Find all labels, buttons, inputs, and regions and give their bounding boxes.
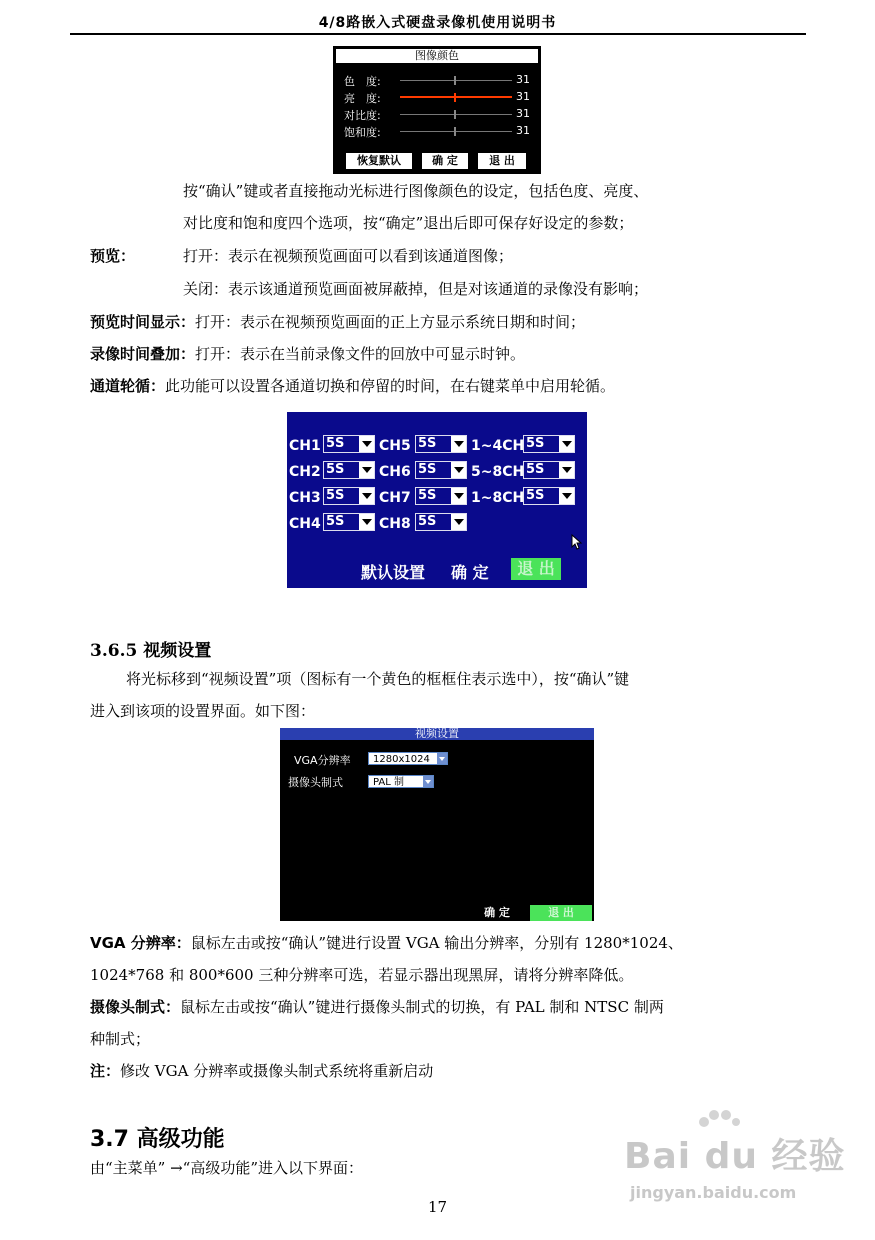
channel-group-label: 1~4CH [471,438,525,454]
default-settings-button[interactable]: 默认设置 [361,563,426,582]
dwell-select[interactable] [523,461,575,479]
camera-format-label: 摄像头制式 [288,776,343,789]
para-line: 由“主菜单” →“高级功能”进入以下界面： [90,1159,364,1177]
restore-default-button[interactable]: 恢复默认 [346,153,412,169]
para-line: 种制式； [90,1030,151,1048]
preview-label: 预览： [90,247,136,265]
select-value: 1280x1024 [373,754,430,765]
para-line: 对比度和饱和度四个选项，按“确定”退出后即可保存好设定的参数； [183,214,634,232]
select-value: 5S [526,462,545,477]
section-heading: 3.6.5 视频设置 [90,641,212,661]
note-para [90,1061,433,1081]
slider-value: 31 [516,90,530,103]
brightness-slider-row[interactable] [344,90,534,106]
select-value: 5S [326,514,345,529]
dwell-select[interactable] [323,435,375,453]
channel-label: CH1 [289,438,321,454]
chevron-down-icon[interactable] [359,488,374,504]
channel-group-label: 1~8CH [471,490,525,506]
ok-button[interactable]: 确 定 [422,153,468,169]
watermark-url: jingyan.baidu.com [630,1183,797,1202]
cycle-text: 此功能可以设置各通道切换和停留的时间，在右键菜单中启用轮循。 [165,377,616,395]
dialog-title: 视频设置 [280,728,594,740]
slider-value: 31 [516,124,530,137]
select-value: PAL 制 [373,777,404,788]
vga-desc-text: 鼠标左击或按“确认”键进行设置 VGA 输出分辨率，分别有 1280*1024、 [190,934,683,952]
slider-track[interactable] [400,131,512,132]
cycle-para [90,376,615,396]
exit-button[interactable]: 退 出 [478,153,526,169]
slider-track[interactable] [400,80,512,81]
dwell-select[interactable] [415,513,467,531]
select-value: 5S [326,462,345,477]
para-line: 1024*768 和 800*600 三种分辨率可选，若显示器出现黑屏，请将分辨率降低。 [90,966,634,984]
mouse-cursor-icon [571,534,583,550]
chevron-down-icon[interactable] [451,488,466,504]
watermark-brand: Bai du 经验 [624,1136,846,1177]
select-value: 5S [418,514,437,529]
note-label: 注： [90,1062,121,1080]
paw-logo-icon [696,1110,740,1140]
video-settings-dialog [280,728,594,921]
cam-desc-label: 摄像头制式： [90,998,181,1016]
slider-label: 饱和度: [344,126,381,139]
record-time-para [90,344,525,364]
slider-knob[interactable] [454,127,456,136]
channel-group-label: 5~8CH [471,464,525,480]
select-value: 5S [418,436,437,451]
exit-button[interactable]: 退 出 [530,905,592,921]
vga-desc-label: VGA 分辨率： [90,934,191,952]
chevron-down-icon[interactable] [423,776,433,787]
dwell-select[interactable] [415,435,467,453]
preview-time-text: 打开：表示在视频预览画面的正上方显示系统日期和时间； [195,313,586,331]
preview-on-text: 打开：表示在视频预览画面可以看到该通道图像； [183,247,514,265]
slider-value: 31 [516,107,530,120]
ok-button[interactable]: 确 定 [484,906,510,919]
chevron-down-icon[interactable] [559,488,574,504]
select-value: 5S [526,436,545,451]
slider-value: 31 [516,73,530,86]
dwell-select[interactable] [523,435,575,453]
select-value: 5S [418,488,437,503]
preview-time-para [90,312,585,332]
header-divider [70,33,806,35]
chevron-down-icon[interactable] [559,462,574,478]
para-line: 将光标移到“视频设置”项（图标有一个黄色的框框住表示选中），按“确认”键 [126,670,630,688]
hue-slider-row[interactable] [344,73,534,89]
chevron-down-icon[interactable] [359,436,374,452]
dwell-select[interactable] [323,487,375,505]
chevron-down-icon[interactable] [359,462,374,478]
select-value: 5S [418,462,437,477]
chevron-down-icon[interactable] [437,753,447,764]
cam-desc-para [90,997,664,1017]
para-line: 按“确认”键或者直接拖动光标进行图像颜色的设定，包括色度、亮度、 [183,182,649,200]
cycle-label: 通道轮循： [90,377,166,395]
dwell-select[interactable] [415,487,467,505]
channel-label: CH5 [379,438,411,454]
select-value: 5S [326,488,345,503]
dialog-title: 图像颜色 [336,49,538,63]
exit-button[interactable]: 退 出 [511,558,561,580]
chevron-down-icon[interactable] [451,462,466,478]
camera-format-select[interactable] [368,775,434,788]
select-value: 5S [526,488,545,503]
slider-knob[interactable] [454,110,456,119]
document-header: 4/8路嵌入式硬盘录像机使用说明书 [318,15,557,31]
slider-knob[interactable] [454,93,456,102]
preview-off-text: 关闭：表示该通道预览画面被屏蔽掉，但是对该通道的录像没有影响； [183,280,649,298]
record-time-text: 打开：表示在当前录像文件的回放中可显示时钟。 [195,345,526,363]
vga-resolution-select[interactable] [368,752,448,765]
ok-button[interactable]: 确 定 [451,563,489,582]
channel-label: CH2 [289,464,321,480]
record-time-label: 录像时间叠加： [90,345,196,363]
select-value: 5S [326,436,345,451]
dwell-select[interactable] [323,461,375,479]
dwell-select[interactable] [523,487,575,505]
image-color-dialog [333,46,541,174]
channel-label: CH6 [379,464,411,480]
channel-label: CH7 [379,490,411,506]
page-number: 17 [427,1198,448,1216]
slider-knob[interactable] [454,76,456,85]
section-heading: 3.7 高级功能 [90,1127,225,1152]
vga-resolution-label: VGA分辨率 [294,754,351,767]
dwell-select[interactable] [323,513,375,531]
channel-label: CH3 [289,490,321,506]
contrast-slider-row[interactable] [344,107,534,123]
cam-desc-text: 鼠标左击或按“确认”键进行摄像头制式的切换，有 PAL 制和 NTSC 制两 [180,998,664,1016]
dwell-select[interactable] [415,461,467,479]
chevron-down-icon[interactable] [451,436,466,452]
note-text: 修改 VGA 分辨率或摄像头制式系统将重新启动 [120,1062,434,1080]
para-line: 进入到该项的设置界面。如下图： [90,702,316,720]
chevron-down-icon[interactable] [451,514,466,530]
chevron-down-icon[interactable] [559,436,574,452]
channel-label: CH4 [289,516,321,532]
chevron-down-icon[interactable] [359,514,374,530]
channel-label: CH8 [379,516,411,532]
channel-cycle-dialog [287,412,587,588]
saturation-slider-row[interactable] [344,124,534,140]
vga-desc-para [90,933,683,953]
preview-time-label: 预览时间显示： [90,313,196,331]
slider-label: 色 度: [344,75,381,88]
slider-track[interactable] [400,96,512,98]
slider-track[interactable] [400,114,512,115]
slider-label: 对比度: [344,109,381,122]
slider-label: 亮 度: [344,92,381,105]
